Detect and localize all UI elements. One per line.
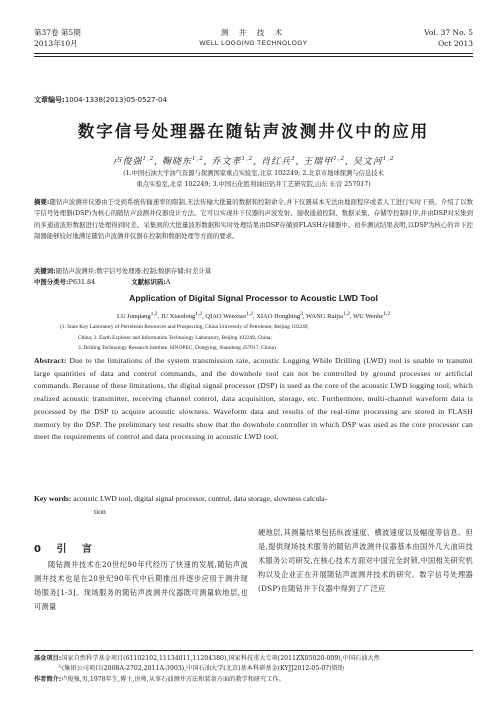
author-en: LU Junqiang bbox=[116, 313, 151, 321]
journal-cn: 测 井 技 术 bbox=[220, 28, 287, 37]
abstract-en-text: Due to the limitations of the system transmission rate, acoustic Logging While Drilling (LWD) tool is unable to transmit large quantities of data and control commands, and the downhole tool can not be controlled by ground processes or artificial commands. Because of these limitations, the digital signal processor (DSP) is used as the core of the acoustic LWD logging tool, which realized acoustic transmitter, receiving channel control, data acquisition, storage, etc. Furthermore, multi-channel waveform data is processed by the DSP to acquire acoustic slowness. Waveform data and results of the real-time processing are stored in FLASH memory by the DSP. The preliminary test results show that the downhole controller in which DSP was used as the core processor can meet the requirements of control and data processing in acoustic LWD tool. bbox=[34, 356, 473, 442]
footnotes bbox=[34, 654, 473, 685]
abstract-cn-text: 随钻声波测井仪器由于受到系统传输速率的限制,无法传输大批量的数据和控制命令,井下仪器基本无法由地面程序或者人工进行实时干预。介绍了以数字信号处理器(DSP)为核心的随钻声波测井仪器设计方法。它可以实现井下仪器的声波发射、接收通道控制、数据采集、存储等控制时序,并由DSP对采集到的多通道波形数据进行处理得到时差。采集到的大批量波形数据和实时处理结果由DSP存储到FLASH存储器中。初步测试结果表明,以DSP为核心的井下控制器能够较好地满足随钻声波测井仪器在控制和数据处理等方面的要求。 bbox=[34, 198, 474, 241]
title-en: Application of Digital Signal Processor to Acoustic LWD Tool bbox=[129, 293, 378, 303]
author-cn: 王瑞甲 bbox=[303, 157, 334, 167]
section-title: 引 言 bbox=[56, 544, 98, 555]
keywords-cn bbox=[34, 266, 473, 277]
abstract-cn bbox=[34, 197, 473, 243]
footnote-rule bbox=[34, 650, 473, 651]
author-cn: 乔文孝 bbox=[211, 157, 242, 167]
keywords-en-label: Key words: bbox=[34, 494, 72, 503]
article-number-value: 1004-1338(2013)05-0527-04 bbox=[64, 96, 167, 104]
body-column-left: 随钻测井技术在20世纪90年代经历了快速的发展,随钻声波测井技术也是在20世纪90年代中后期推出并逐步应用于测井现场服务[1-3]。现场服务的随钻声波测井仪器既可测量软地层,也可测量 bbox=[34, 560, 248, 611]
fund-note bbox=[34, 654, 473, 675]
fund-text: 国家自然科学基金项目(61102102,11134011,11204380),国家科技重大专项(2011ZX05020-009),中国石油大然 bbox=[61, 655, 380, 662]
author-cn: 吴文河 bbox=[352, 157, 383, 167]
author-en: XIAO Hongbing bbox=[256, 313, 301, 321]
header-rule bbox=[34, 53, 473, 54]
journal-en: WELL LOGGING TECHNOLOGY bbox=[199, 40, 308, 47]
section-heading bbox=[34, 540, 98, 555]
author-cn: 卢俊强 bbox=[112, 157, 143, 167]
author-note-label: 作者简介: bbox=[34, 675, 62, 683]
abstract-cn-label: 摘要: bbox=[34, 198, 50, 206]
affiliations-en bbox=[60, 322, 473, 354]
affiliation-line: 3. Drilling Technology Research Institute, SINOPEC, Dongying, Shandong 257017, China) bbox=[78, 345, 276, 351]
author-en: WU Wenhe bbox=[353, 313, 384, 321]
authors-cn: 卢俊强$^{1,2}$, 鞠晓东$^{1,2}$, 乔文孝$^{1,2}$, 肖红兵$^3$, 王瑞甲$^{1,2}$, 吴文河$^{1,2}$ bbox=[112, 156, 395, 167]
date-cn: 2013年10月 bbox=[34, 39, 78, 48]
doc-code-label: 文献标识码: bbox=[131, 278, 166, 286]
affiliation-line: (1. State Key Laboratory of Petroleum Resources and Prospecting, China University of Petroleum, Beijing 102249, bbox=[60, 324, 309, 330]
volume-en: Vol. 37 No. 5 bbox=[424, 28, 473, 37]
author-en: QIAO Wenxiao bbox=[205, 313, 247, 321]
authors-en: LU Junqiang$^{1,2}$, JU Xiaodong$^{1,2}$, QIAO Wenxiao$^{1,2}$, XIAO Hongbing$^3$, WANG Ruijia$^{1,2}$, WU Wenhe$^{1,2}$ bbox=[116, 311, 391, 321]
title-cn: 数字信号处理器在随钻声波测井仪中的应用 bbox=[77, 122, 430, 141]
author-cn: 肖红兵 bbox=[260, 157, 291, 167]
author-cn: 鞠晓东 bbox=[161, 157, 192, 167]
keywords-en-text-cont: tion bbox=[94, 506, 106, 516]
affiliation-line: China; 2. Earth Explorer and Information Technology Laboratory, Beijing 102249, China; bbox=[78, 334, 272, 341]
date-en: Oct 2013 bbox=[438, 39, 473, 48]
author-en: WANG Ruijia bbox=[305, 313, 343, 321]
author-note bbox=[34, 675, 473, 685]
running-header bbox=[34, 27, 473, 53]
keywords-en bbox=[34, 493, 473, 518]
header-center bbox=[34, 27, 473, 49]
article-number bbox=[34, 95, 167, 105]
doc-code-value: A bbox=[165, 278, 171, 286]
section-number: 0 bbox=[34, 544, 47, 555]
classification-value: P631.84 bbox=[68, 278, 96, 286]
affiliation-line: (1.中国石油大学油气资源与探测国家重点实验室,北京 102249; 2.北京市地球探测与信息技术 bbox=[123, 170, 384, 177]
header-right bbox=[424, 27, 473, 49]
volume-issue: 第37卷 第5期 bbox=[34, 28, 81, 37]
header-rule-thin bbox=[34, 56, 473, 57]
fund-label: 基金项目: bbox=[34, 655, 62, 662]
classification-label: 中图分类号: bbox=[34, 278, 69, 286]
keywords-cn-label: 关键词: bbox=[34, 267, 56, 275]
body-column-right: 硬地层,其测量结果包括纵波速度、横波速度以及幅度等信息。但是,提供现场技术服务的随钻声波测井仪器基本由国外几大油田技术服务公司研发,在核心技术方面对中国完全封锁,中国相关研究机构以及企业正在开展随钻声波测井技术的研究。数字信号处理器(DSP)在随钻井下仪器中得到了广泛应 bbox=[258, 528, 473, 593]
keywords-en-text: acoustic LWD tool, digital signal processor, control, data storage, slowness calcula- bbox=[73, 494, 328, 503]
abstract-en bbox=[34, 355, 473, 444]
classification bbox=[34, 277, 473, 288]
abstract-en-label: Abstract: bbox=[34, 356, 67, 365]
affiliation-line: 重点实验室,北京 102249; 3.中国石化胜利油田钻井工艺研究院,山东 东营 257017) bbox=[136, 181, 371, 188]
article-number-label: 文章编号: bbox=[34, 96, 65, 104]
fund-text-cont: 气集团公司项目(2008A-2702,2011A-3903),中国石油大学(北京)基本科研基金(KYJJ2012-05-07)资助 bbox=[58, 665, 345, 673]
keywords-cn-text: 随钻声波测井;数字信号处理器;控制;数据存储;时差计算 bbox=[55, 267, 212, 275]
affiliations-cn bbox=[34, 168, 473, 190]
author-en: JU Xiaodong bbox=[160, 313, 196, 321]
author-note-text: 卢俊强,男,1978年生,博士,讲师,从事石油测井方法和装备方面的教学和研究工作。 bbox=[61, 675, 285, 683]
